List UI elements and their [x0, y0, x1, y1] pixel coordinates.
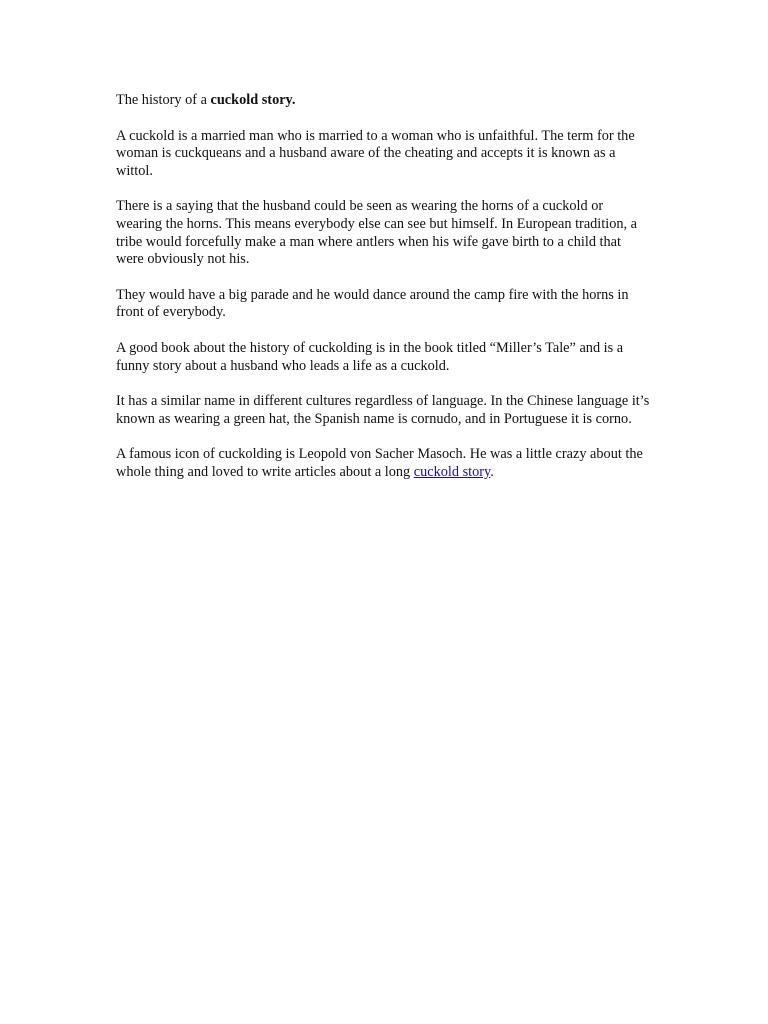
title-bold: cuckold story. [210, 92, 296, 108]
paragraph-6 [116, 446, 652, 481]
paragraph-6-text: A famous icon of cuckolding is Leopold von Sacher Masoch. He was a little crazy about the whole thing and loved to write articles about a long [116, 446, 643, 480]
cuckold-story-link[interactable]: cuckold story [413, 463, 491, 480]
document-title [116, 92, 652, 110]
paragraph-5: It has a similar name in different cultures regardless of language. In the Chinese language it’s known as wearing a green hat, the Spanish name is cornudo, and in Portuguese it is corno. [116, 393, 650, 427]
title-prefix: The history of a [116, 92, 211, 108]
paragraph-3: They would have a big parade and he would dance around the camp fire with the horns in front of everybody. [116, 286, 629, 321]
paragraph-1: A cuckold is a married man who is married to a woman who is unfaithful. The term for the woman is cuckqueans and a husband aware of the cheating and accepts it is known as a wittol. [116, 127, 635, 179]
paragraph-6-end: . [490, 463, 494, 480]
paragraph-4: A good book about the history of cuckolding is in the book titled “Miller’s Tale” and is a funny story about a husband who leads a life as a cuckold. [116, 339, 624, 374]
paragraph-2: There is a saying that the husband could be seen as wearing the horns of a cuckold or wearing the horns. This means everybody else can see but himself. In European tradition, a tribe would forcefully make a man where antlers when his wife gave birth to a child that were obviously not his. [116, 198, 638, 268]
document-body [116, 92, 652, 500]
